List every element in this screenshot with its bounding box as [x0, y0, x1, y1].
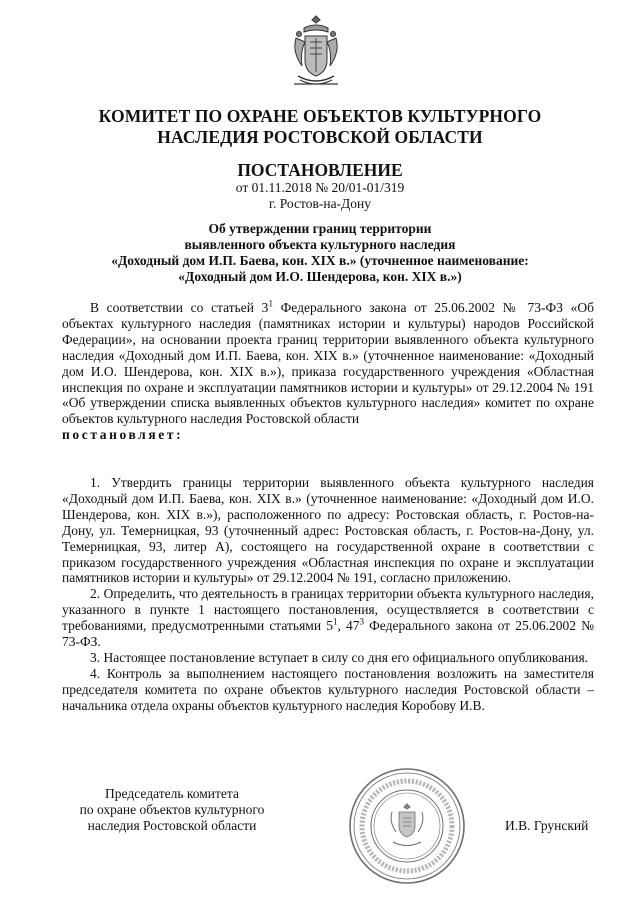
signatory-position: [62, 786, 282, 834]
item-2-sup-2: 3: [359, 616, 364, 627]
item-2: [62, 586, 594, 650]
decree-date-number: от 01.11.2018 № 20/01-01/319: [235, 180, 405, 195]
item-4: 4. Контроль за выполнением настоящего постановления возложить на заместителя председателя комитета по охране объектов культурного наследия Ростовской области – начальника отдела охраны объектов культурного наследия Коробову И.В.: [62, 665, 594, 713]
subject-line-4: «Доходный дом И.О. Шендерова, кон. XIX в.»): [178, 269, 462, 284]
decree-meta: [40, 180, 600, 212]
signatory-name: И.В. Грунский: [505, 818, 589, 833]
resolves-word: постановляет:: [62, 427, 184, 443]
decree-title: ПОСТАНОВЛЕНИЕ: [237, 160, 403, 180]
item-2-text-2: , 47: [337, 618, 360, 634]
decree-subject: [60, 221, 580, 285]
signatory-position-line-3: наследия Ростовской области: [87, 818, 257, 833]
decree-items: [62, 475, 594, 714]
item-2-sup-1: 1: [332, 616, 338, 627]
signatory-position-line-2: по охране объектов культурного: [79, 802, 265, 817]
committee-name: [40, 106, 600, 148]
committee-line-1: КОМИТЕТ ПО ОХРАНЕ ОБЪЕКТОВ КУЛЬТУРНОГО: [98, 106, 542, 126]
item-3: 3. Настоящее постановление вступает в силу со дня его официального опубликования.: [90, 649, 589, 665]
item-1: 1. Утвердить границы территории выявленного объекта культурного наследия «Доходный дом И.П. Баева, кон. XIX в.» (уточненное наименование: «Доходный дом И.О. Шендерова, кон. XIX в.»), расположенного по адресу: Ростовская область, г. Ростов-на-Дону, ул. Темерницкая, 93 (уточненный адрес: Ростовская область, г. Ростов-на-Дону, ул. Темерницкая, 93, литер А), состоящего на государственной охране в соответствии с приказом государственного учреждения «Областная инспекция по охране и эксплуатации памятников истории и культуры» от 29.12.2004 № 191, согласно приложению.: [62, 475, 594, 586]
subject-line-1: Об утверждении границ территории: [208, 221, 432, 236]
coat-of-arms-icon: [290, 14, 342, 90]
preamble-paragraph: [62, 300, 594, 443]
committee-line-2: НАСЛЕДИЯ РОСТОВСКОЙ ОБЛАСТИ: [157, 127, 483, 147]
preamble-text-1: В соответствии со статьей 3: [90, 300, 269, 315]
preamble-sup-1: 1: [268, 298, 273, 309]
decree-city: г. Ростов-на-Дону: [268, 196, 371, 211]
preamble-text-2: Федерального закона от 25.06.2002 № 73-ФЗ «Об объектах культурного наследия (памятниках истории и культуры) народов Российской Федерации», на основании проекта границ территории выявленного объекта культурного наследия «Доходный дом И.П. Баева, кон. XIX в.» (уточненное наименование: «Доходный дом И.О. Шендерова, кон. XIX в.»), приказа государственного учреждения «Областная инспекция по охране и эксплуатации памятников истории и культуры» от 29.12.2004 № 191 «Об утверждении списка выявленных объектов культурного наследия» комитет по охране объектов культурного наследия Ростовской области: [62, 300, 594, 427]
item-2-text-3: Федерального закона от 25.06.2002 № 73-ФЗ.: [62, 618, 594, 650]
signatory-position-line-1: Председатель комитета: [105, 786, 239, 801]
official-seal-icon: [347, 766, 467, 886]
subject-line-3: «Доходный дом И.П. Баева, кон. XIX в.» (уточненное наименование:: [111, 253, 529, 268]
item-2-text-1: 2. Определить, что деятельность в границах территории объекта культурного наследия, указанного в пункте 1 настоящего постановления, осуществляется в соответствии с требованиями, предусмотренными статьями 5: [62, 586, 594, 634]
subject-line-2: выявленного объекта культурного наследия: [184, 237, 456, 252]
